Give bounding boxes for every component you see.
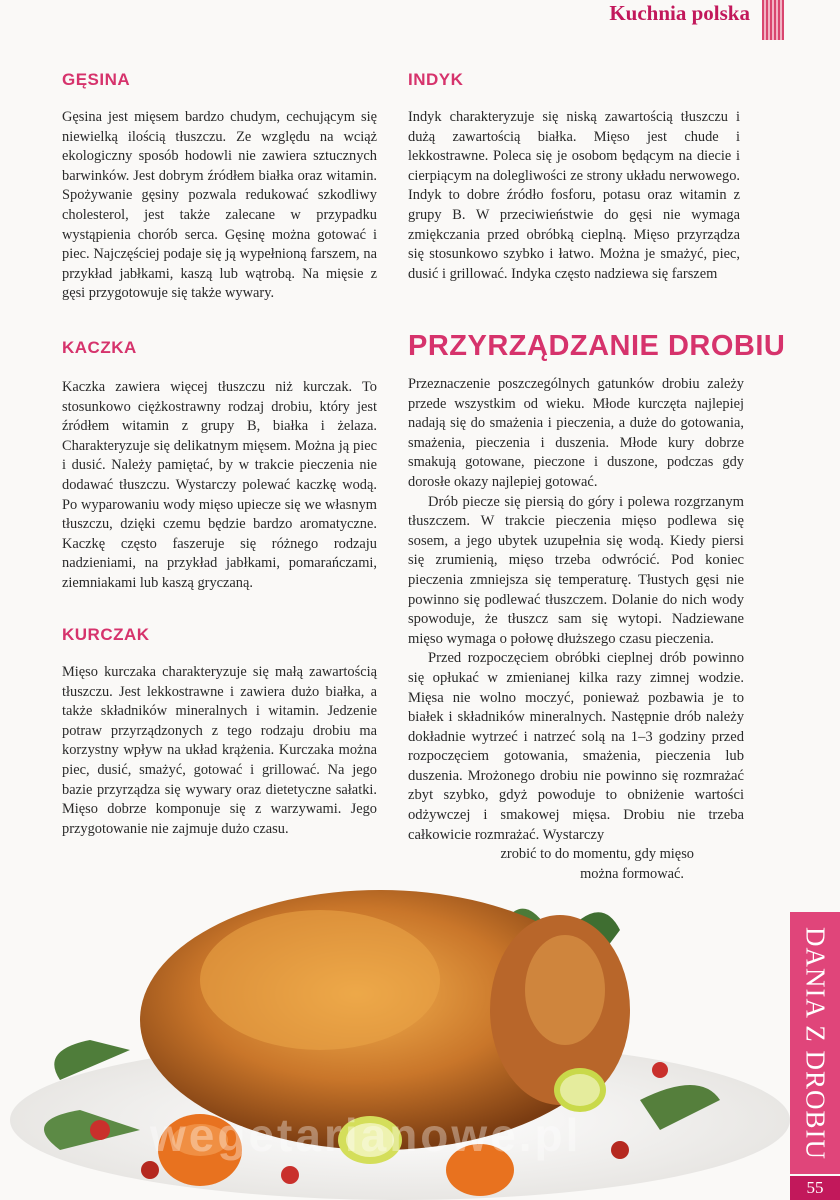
indyk-section [408, 70, 740, 284]
indyk-text: Indyk charakteryzuje się niską zawartością tłuszczu i dużą zawartością białka. Mięso jest chude i lekkostrawne. Poleca się je osobom będącym na diecie i cierpiącym na dolegliwości ze strony układu nerwowego. Indyk to dobre źródło fosforu, potasu oraz witamin z grupy B. W przeciwieństwie do gęsi nie wymaga zmiękczania przed obróbką cieplną. Mięso przyrządza się stosunkowo szybko i łatwo. Można je smażyć, piec, dusić i grillować. Indyka często nadziewa się farszem [408, 109, 740, 282]
przyrzadzanie-p4a: zrobić to do momentu, gdy mięso [500, 846, 694, 863]
kaczka-text: Kaczka zawiera więcej tłuszczu niż kurczak. To stosunkowo ciężkostrawny rodzaj drobiu, który jest źródłem witamin z grupy B, białka i żelaza. Charakteryzuje się delikatnym mięsem. Można ją piec i dusić. Należy pamiętać, by w trakcie pieczenia nie dodawać tłuszczu. Wystarczy polewać kaczkę wodą. Po wyparowaniu wody mięso upiecze się we własnym tłuszczu, dzięki czemu będzie bardzo aromatyczne. Kaczkę często faszeruje się różnego rodzaju nadzieniami, na przykład jabłkami, pomarańczami, ziemniakami lub kaszą gryczaną. [62, 379, 377, 591]
kaczka-section [62, 338, 377, 594]
przyrzadzanie-p2: Drób piecze się piersią do góry i polewa rozgrzanym tłuszczem. W trakcie pieczenia mięso podlewa się sosem, a jego ubytek uzupełnia się wodą. Kiedy piersi się zrumienią, mięso trzeba odwrócić. Pod koniec pieczenia zmniejsza się temperaturę. Tłustych gęsi nie powinno się podlewać tłuszczem. Dolanie do nich wody spowoduje, że tłuszcz sam się wytopi. Nadziewane mięso wymaga o połowę dłuższego czasu pieczenia. [408, 493, 744, 647]
przyrzadzanie-p4b: można formować. [580, 865, 684, 882]
kurczak-heading: KURCZAK [62, 625, 150, 644]
kaczka-heading: KACZKA [62, 338, 137, 357]
watermark: wegetarianowe.pl [150, 1109, 582, 1161]
indyk-heading: INDYK [408, 70, 464, 89]
przyrzadzanie-p1: Przeznaczenie poszczególnych gatunków drobiu zależy przede wszystkim od wieku. Młode kurczęta najlepiej nadają się do smażenia i pieczenia, a duże do gotowania, smażenia, pieczenia i duszenia. Młode kury dobrze smakują gotowane, pieczone i duszone, podczas gdy dorosłe okazy najlepiej gotować. [408, 376, 744, 490]
przyrzadzanie-heading: PRZYRZĄDZANIE DROBIU [408, 330, 786, 362]
gesina-text: Gęsina jest mięsem bardzo chudym, cechującym się niewielką ilością tłuszczu. Ze względu na wciąż ekologiczny sposób hodowli nie zawiera sztucznych barwinków. Jest dobrym źródłem białka oraz witamin. Spożywanie gęsiny pozwala redukować szkodliwy cholesterol, jest także zalecane w przypadku wystąpienia chorób serca. Gęsinę można gotować i piec. Najczęściej podaje się ją wypełnioną farszem, na przykład jabłkami, kaszą lub wątrobą. Na mięsie z gęsi przygotowuje się także wywary. [62, 109, 377, 302]
section-title: Kuchnia polska [609, 1, 750, 25]
chapter-tab-label: DANIA Z DROBIU [800, 926, 831, 1160]
header-decoration [762, 0, 784, 40]
gesina-section [62, 70, 377, 304]
kurczak-section [62, 625, 377, 839]
chapter-tab-label-wrap [790, 912, 840, 1174]
przyrzadzanie-p3: Przed rozpoczęciem obróbki cieplnej drób powinno się opłukać w zmienianej kilka razy zimnej wodzie. Mięsa nie wolno moczyć, ponieważ pozbawia je to białek i składników mineralnych. Następnie drób należy dokładnie wytrzeć i natrzeć solą na 1–3 godziny przed rozpoczęciem gotowania, smażenia, pieczenia lub duszenia. Mrożonego drobiu nie powinno się rozmrażać zbyt szybko, gdyż powoduje to obniżenie wartości odżywczej i smakowej mięsa. Drobiu nie trzeba całkowicie rozmrażać. Wystarczy [408, 650, 744, 843]
kurczak-text: Mięso kurczaka charakteryzuje się małą zawartością tłuszczu. Jest lekkostrawne i zawiera dużo białka, a także składników mineralnych i witamin. Jedzenie potraw przyrządzonych z tego rodzaju drobiu ma korzystny wpływ na układ krążenia. Kurczaka można piec, dusić, smażyć, gotować i grillować. Na jego bazie przyrządza się wywary oraz dietetyczne sałatki. Mięso dobrze komponuje się z warzywami. Jego przygotowanie nie zajmuje dużo czasu. [62, 664, 377, 837]
przyrzadzanie-section [408, 330, 786, 884]
page-number: 55 [790, 1176, 840, 1200]
gesina-heading: GĘSINA [62, 70, 131, 89]
